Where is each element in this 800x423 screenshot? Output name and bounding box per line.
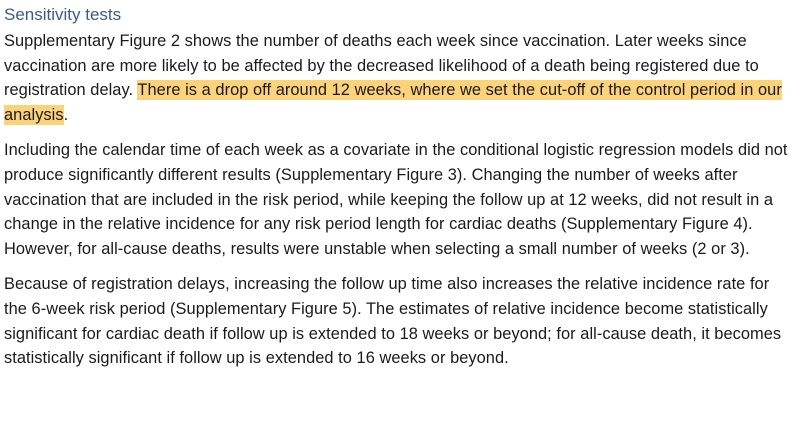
paragraph-1 (4, 29, 794, 127)
paragraph-1-text: Supplementary Figure 2 shows the number of deaths each week since vaccination. Later weeks since vaccination are more likely to be affected by the decreased likelihood of a death being registered due to registration delay. (4, 32, 759, 100)
paragraph-1-end: . (63, 105, 69, 124)
document (4, 4, 794, 371)
highlighted-text: There is a drop off around 12 weeks, where we set the cut-off of the control period in our analysis (4, 81, 782, 124)
paragraph-2: Including the calendar time of each week as a covariate in the conditional logistic regression models did not produce significantly different results (Supplementary Figure 3). Changing the number of weeks after vaccination that are included in the risk period, while keeping the follow up at 12 weeks, did not result in a change in the relative incidence for any risk period length for cardiac deaths (Supplementary Figure 4). However, for all-cause deaths, results were unstable when selecting a small number of weeks (2 or 3). (4, 141, 788, 258)
section-heading: Sensitivity tests (4, 5, 122, 24)
paragraph-3: Because of registration delays, increasing the follow up time also increases the relative incidence rate for the 6-week risk period (Supplementary Figure 5). The estimates of relative incidence become statistically significant for cardiac death if follow up is extended to 18 weeks or beyond; for all-cause death, it becomes statistically significant if follow up is extended to 16 weeks or beyond. (4, 275, 782, 368)
